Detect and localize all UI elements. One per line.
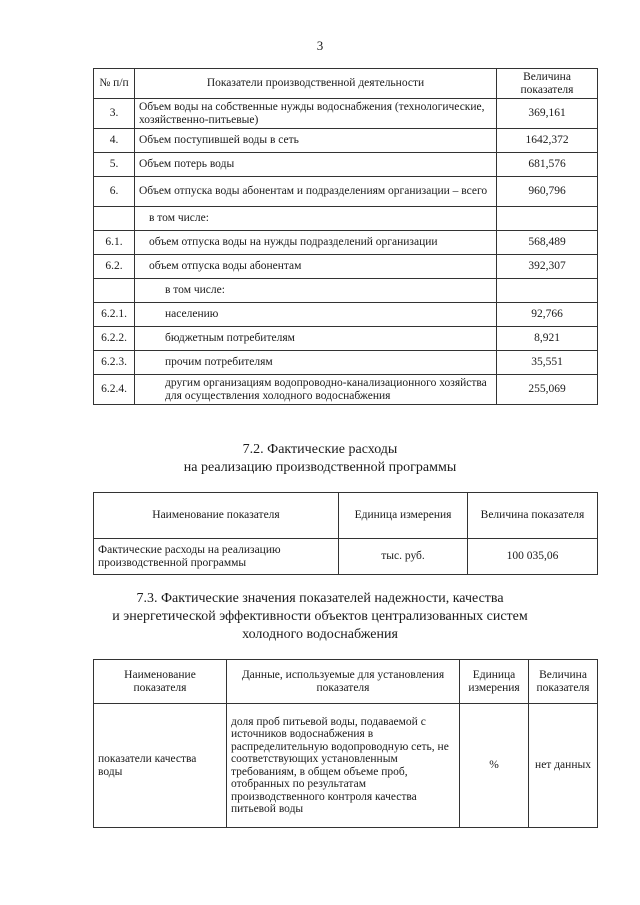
section-7-3-title-line1: 7.3. Фактические значения показателей надежности, качества — [136, 591, 504, 606]
t3-row-unit: % — [460, 704, 529, 828]
section-7-3-title-line3: холодного водоснабжения — [242, 627, 398, 642]
table-row — [94, 375, 598, 405]
table-row — [94, 327, 598, 351]
table-row — [94, 231, 598, 255]
row-number: 6.1. — [94, 231, 135, 255]
row-label: другим организациям водопроводно-канализационного хозяйства для осуществления холодного водоснабжения — [135, 375, 497, 405]
t3-header-name: Наименование показателя — [94, 660, 227, 704]
table-row — [94, 153, 598, 177]
t3-row-data: доля проб питьевой воды, подаваемой с источников водоснабжения в распределительную водопроводную сеть, не соответствующих установленным требованиям, в общем объеме проб, отобранных по результатам производственного контроля качества питьевой воды — [227, 704, 460, 828]
row-label: Объем поступившей воды в сеть — [135, 129, 497, 153]
row-number: 6.2.2. — [94, 327, 135, 351]
row-number: 6.2.3. — [94, 351, 135, 375]
table-row — [94, 129, 598, 153]
row-value: 35,551 — [497, 351, 598, 375]
t3-header-unit: Единица измерения — [460, 660, 529, 704]
t2-header-unit: Единица измерения — [339, 493, 468, 539]
section-7-2-title-line1: 7.2. Фактические расходы — [242, 442, 398, 457]
t3-header-value: Величина показателя — [529, 660, 598, 704]
row-value: 255,069 — [497, 375, 598, 405]
t2-row-name: Фактические расходы на реализацию производственной программы — [94, 539, 339, 575]
row-label: Объем потерь воды — [135, 153, 497, 177]
row-number: 6.2. — [94, 255, 135, 279]
table-row — [94, 303, 598, 327]
production-indicators-table — [93, 68, 598, 405]
row-label: населению — [135, 303, 497, 327]
row-value: 1642,372 — [497, 129, 598, 153]
row-label: Объем воды на собственные нужды водоснабжения (технологические, хозяйственно-питьевые) — [135, 99, 497, 129]
t2-row-unit: тыс. руб. — [339, 539, 468, 575]
row-number: 6.2.4. — [94, 375, 135, 405]
header-indicator: Показатели производственной деятельности — [135, 69, 497, 99]
row-value: 392,307 — [497, 255, 598, 279]
row-number: 6.2.1. — [94, 303, 135, 327]
row-value: 92,766 — [497, 303, 598, 327]
header-value: Величина показателя — [497, 69, 598, 99]
row-value: 8,921 — [497, 327, 598, 351]
row-value: 369,161 — [497, 99, 598, 129]
row-number — [94, 279, 135, 303]
section-7-2-title-line2: на реализацию производственной программы — [183, 460, 457, 475]
t2-header-name: Наименование показателя — [94, 493, 339, 539]
row-number — [94, 207, 135, 231]
t3-row-name: показатели качества воды — [94, 704, 227, 828]
row-label: в том числе: — [135, 207, 497, 231]
row-value — [497, 279, 598, 303]
t2-header-value: Величина показателя — [468, 493, 598, 539]
table-row — [94, 279, 598, 303]
page-number: 3 — [316, 38, 324, 53]
t2-row-value: 100 035,06 — [468, 539, 598, 575]
row-number: 3. — [94, 99, 135, 129]
row-label: объем отпуска воды на нужды подразделений организации — [135, 231, 497, 255]
table-row — [94, 255, 598, 279]
row-value — [497, 207, 598, 231]
section-7-3-title-line2: и энергетической эффективности объектов централизованных систем — [112, 609, 528, 624]
row-label: Объем отпуска воды абонентам и подразделениям организации – всего — [135, 177, 497, 207]
row-label: прочим потребителям — [135, 351, 497, 375]
row-number: 4. — [94, 129, 135, 153]
header-num: № п/п — [94, 69, 135, 99]
row-number: 5. — [94, 153, 135, 177]
row-value: 681,576 — [497, 153, 598, 177]
actual-expenses-table — [93, 492, 598, 575]
t3-row-value: нет данных — [529, 704, 598, 828]
table-row — [94, 99, 598, 129]
row-number: 6. — [94, 177, 135, 207]
production-indicators-body — [94, 99, 598, 405]
row-label: объем отпуска воды абонентам — [135, 255, 497, 279]
row-value: 960,796 — [497, 177, 598, 207]
t3-header-data: Данные, используемые для установления показателя — [227, 660, 460, 704]
reliability-indicators-table — [93, 659, 598, 828]
row-label: бюджетным потребителям — [135, 327, 497, 351]
row-label: в том числе: — [135, 279, 497, 303]
table-row — [94, 207, 598, 231]
row-value: 568,489 — [497, 231, 598, 255]
table-row — [94, 177, 598, 207]
table-row — [94, 351, 598, 375]
